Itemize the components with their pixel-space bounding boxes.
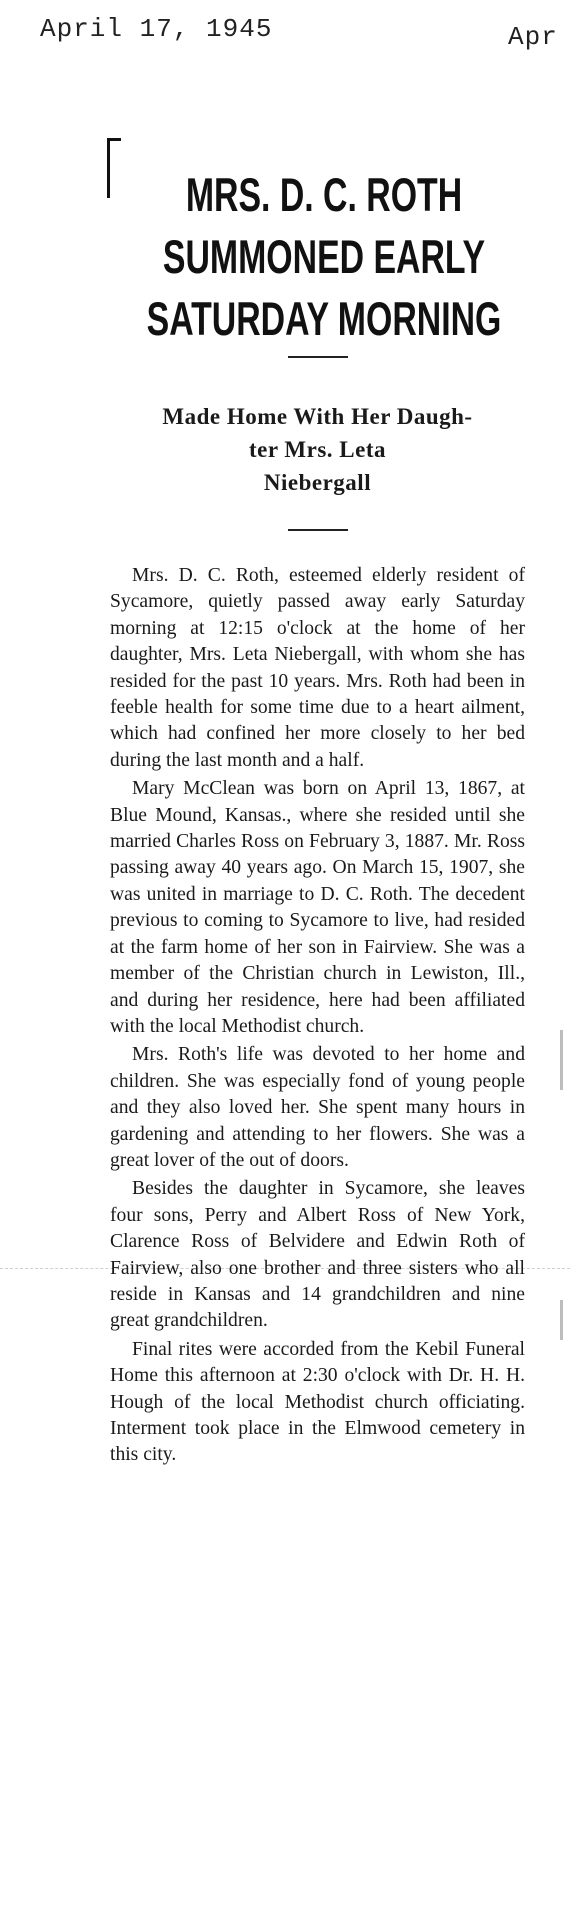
- clipping-border-mark: [107, 138, 121, 141]
- clipping-date-label: April 17, 1945: [40, 14, 273, 44]
- clipping-border-mark: [107, 138, 110, 198]
- article-headline: [122, 164, 525, 350]
- headline-line: MRS. D. C. ROTH: [185, 168, 463, 221]
- divider-rule: [288, 529, 348, 531]
- headline-line: SUMMONED EARLY: [162, 230, 486, 283]
- subhead-line: ter Mrs. Leta: [249, 437, 386, 462]
- newspaper-clipping: [110, 140, 525, 1880]
- divider-rule: [288, 356, 348, 358]
- scan-edge-mark: [560, 1300, 563, 1340]
- body-paragraph: Besides the daughter in Sycamore, she leaves four sons, Perry and Albert Ross of New York, Clarence Ross of Belvidere and Edwin Roth of Fairview, also one brother and three sisters who all reside in Kansas and 14 grandchildren and nine great grandchildren.: [110, 1178, 525, 1332]
- body-paragraph: Mrs. Roth's life was devoted to her home and children. She was especially fond of young people and they also loved her. She spent many hours in gardening and attending to her flowers. She was a great lover of the out of doors.: [110, 1044, 525, 1171]
- article-subhead: [110, 400, 525, 499]
- subhead-line: Niebergall: [263, 470, 372, 495]
- headline-line: SATURDAY MORNING: [146, 292, 502, 345]
- body-paragraph: Mrs. D. C. Roth, esteemed elderly resident of Sycamore, quietly passed away early Saturday morning at 12:15 o'clock at the home of her daughter, Mrs. Leta Niebergall, with whom she has resided for the past 10 years. Mrs. Roth had been in feeble health for some time due to a heart ailment, which had confined her more closely to her bed during the last month and a half.: [110, 565, 525, 771]
- clipping-date-label-cut: Apr: [508, 22, 558, 52]
- article-body: [110, 563, 525, 1469]
- body-paragraph: Final rites were accorded from the Kebil Funeral Home this afternoon at 2:30 o'clock with Dr. H. H. Hough of the local Methodist church officiating. Interment took place in the Elmwood cemetery in this city.: [110, 1338, 525, 1466]
- scan-edge-mark: [560, 1030, 563, 1090]
- body-paragraph: Mary McClean was born on April 13, 1867, at Blue Mound, Kansas., where she resided until she married Charles Ross on February 3, 1887. Mr. Ross passing away 40 years ago. On March 15, 1907, she was united in marriage to D. C. Roth. The decedent previous to coming to Sycamore to live, had resided at the farm home of her son in Fairview. She was a member of the Christian church in Lewiston, Ill., and during her residence, here had been affiliated with the local Methodist church.: [110, 778, 525, 1037]
- subhead-line: Made Home With Her Daugh-: [162, 404, 473, 429]
